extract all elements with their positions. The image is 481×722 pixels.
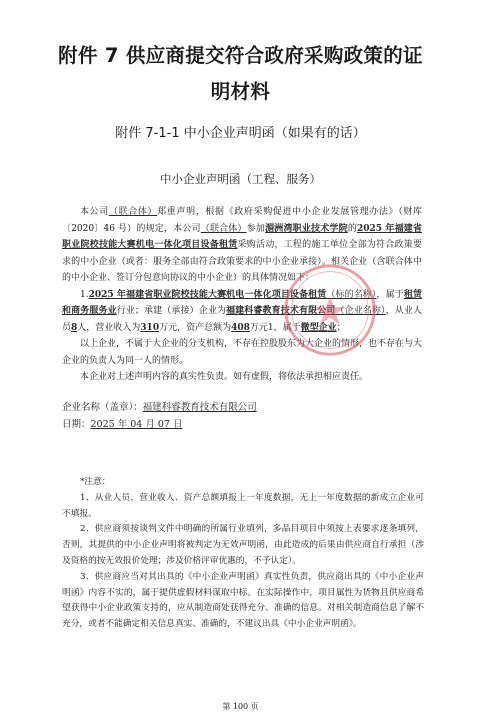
project-name: 2025 年福建省职业院校技能大赛机电一体化项目设备租赁 — [62, 223, 422, 250]
staff-count: 8 — [71, 322, 78, 333]
company-name: 福建科睿教育技术有限公司 — [226, 306, 336, 316]
note-2: 2、供应商须按谈判文件中明确的所属行业填列，多品目项目中须按上表要求逐条填列，否则，其提供的中小企业声明将被判定为无效声明函，由此造成的后果由供应商自行承担（涉及资格的按无效报价处理；涉及价格评审优惠的，不予认定）。 — [62, 524, 424, 566]
title-line-2: 明材料 — [210, 80, 271, 103]
title-line-1: 附件 7 供应商提交符合政府采购政策的证 — [58, 44, 423, 67]
signed-date: 2025 年 04 月 07 日 — [90, 419, 183, 430]
project-name-2: 2025 年福建省职业院校技能大赛机电一体化项目设备租赁 — [88, 289, 327, 300]
school-name: 湄洲湾职业技术学院 — [265, 223, 348, 234]
statement-paragraph-2: 1.2025 年福建省职业院校技能大赛机电一体化项目设备租赁（标的名称），属于租赁和商务服务业行业；承建（承接）企业为福建科睿教育技术有限公司（企业名称），从业人员8人，营业收入为310万元，资产总额为408万元1，属于微型企业； — [62, 289, 422, 333]
statement-body — [62, 204, 422, 386]
note-1: 1、从业人员、营业收入、资产总额填报上一年度数据，无上一年度数据的新成立企业可不填报。 — [62, 492, 424, 519]
subtitle-annex: 附件 7-1-1 中小企业声明函（如果有的话） — [115, 126, 366, 141]
assets: 408 — [231, 322, 250, 333]
notes-title: *注意： — [80, 477, 111, 487]
page-number: 第 100 页 — [222, 702, 259, 711]
statement-paragraph-3: 以上企业，不属于大企业的分支机构，不存在控股股东为大企业的情形，也不存在与大企业的负责人为同一人的情形。 — [62, 339, 423, 366]
date-line: 日期：2025 年 04 月 07 日 — [62, 419, 183, 430]
enterprise-type: 微型企业 — [300, 322, 337, 333]
consortium-blank: （联合体） — [108, 207, 158, 217]
statement-paragraph-4: 本企业对上述声明内容的真实性负责。如有虚假，将依法承担相应责任。 — [80, 372, 369, 382]
subtitle-declaration: 中小企业声明函（工程、服务） — [160, 172, 321, 186]
signature-block — [62, 399, 422, 433]
signed-company: 福建科睿教育技术有限公司 — [142, 402, 257, 413]
industry: 租赁和商务服务业 — [62, 289, 422, 316]
note-3: 3、供应商应当对其出具的《中小企业声明函》真实性负责，供应商出具的《中小企业声明函》内容不实的，属于提供虚假材料谋取中标。在实际操作中，项目属性为货物且供应商希望获得中小企业政策支持的，应从制造商处获得充分、准确的信息。对相关制造商信息了解不充分，或者不能确定相关信息真实、准确的，不建议出具《中小企业声明函》。 — [62, 571, 424, 630]
consortium-blank-2: （联合体） — [200, 223, 247, 234]
statement-paragraph-1: 本公司（联合体）郑重声明，根据《政府采购促进中小企业发展管理办法》（财库〔2020〕46 号）的规定，本公司（联合体）参加湄洲湾职业技术学院的2025 年福建省职业院校技能大赛机电一体化项目设备租赁采购活动，工程的施工单位全部为符合政策要求的中小企业（或者：服务全部由符合政策要求的中小企业承接）。相关企业（含联合体中的中小企业、签订分包意向协议的中小企业）的具体情况如下： — [62, 207, 422, 283]
notes-block — [62, 475, 424, 633]
company-line: 企业名称（盖章）：福建科睿教育技术有限公司 — [62, 402, 257, 413]
revenue: 310 — [140, 322, 160, 333]
